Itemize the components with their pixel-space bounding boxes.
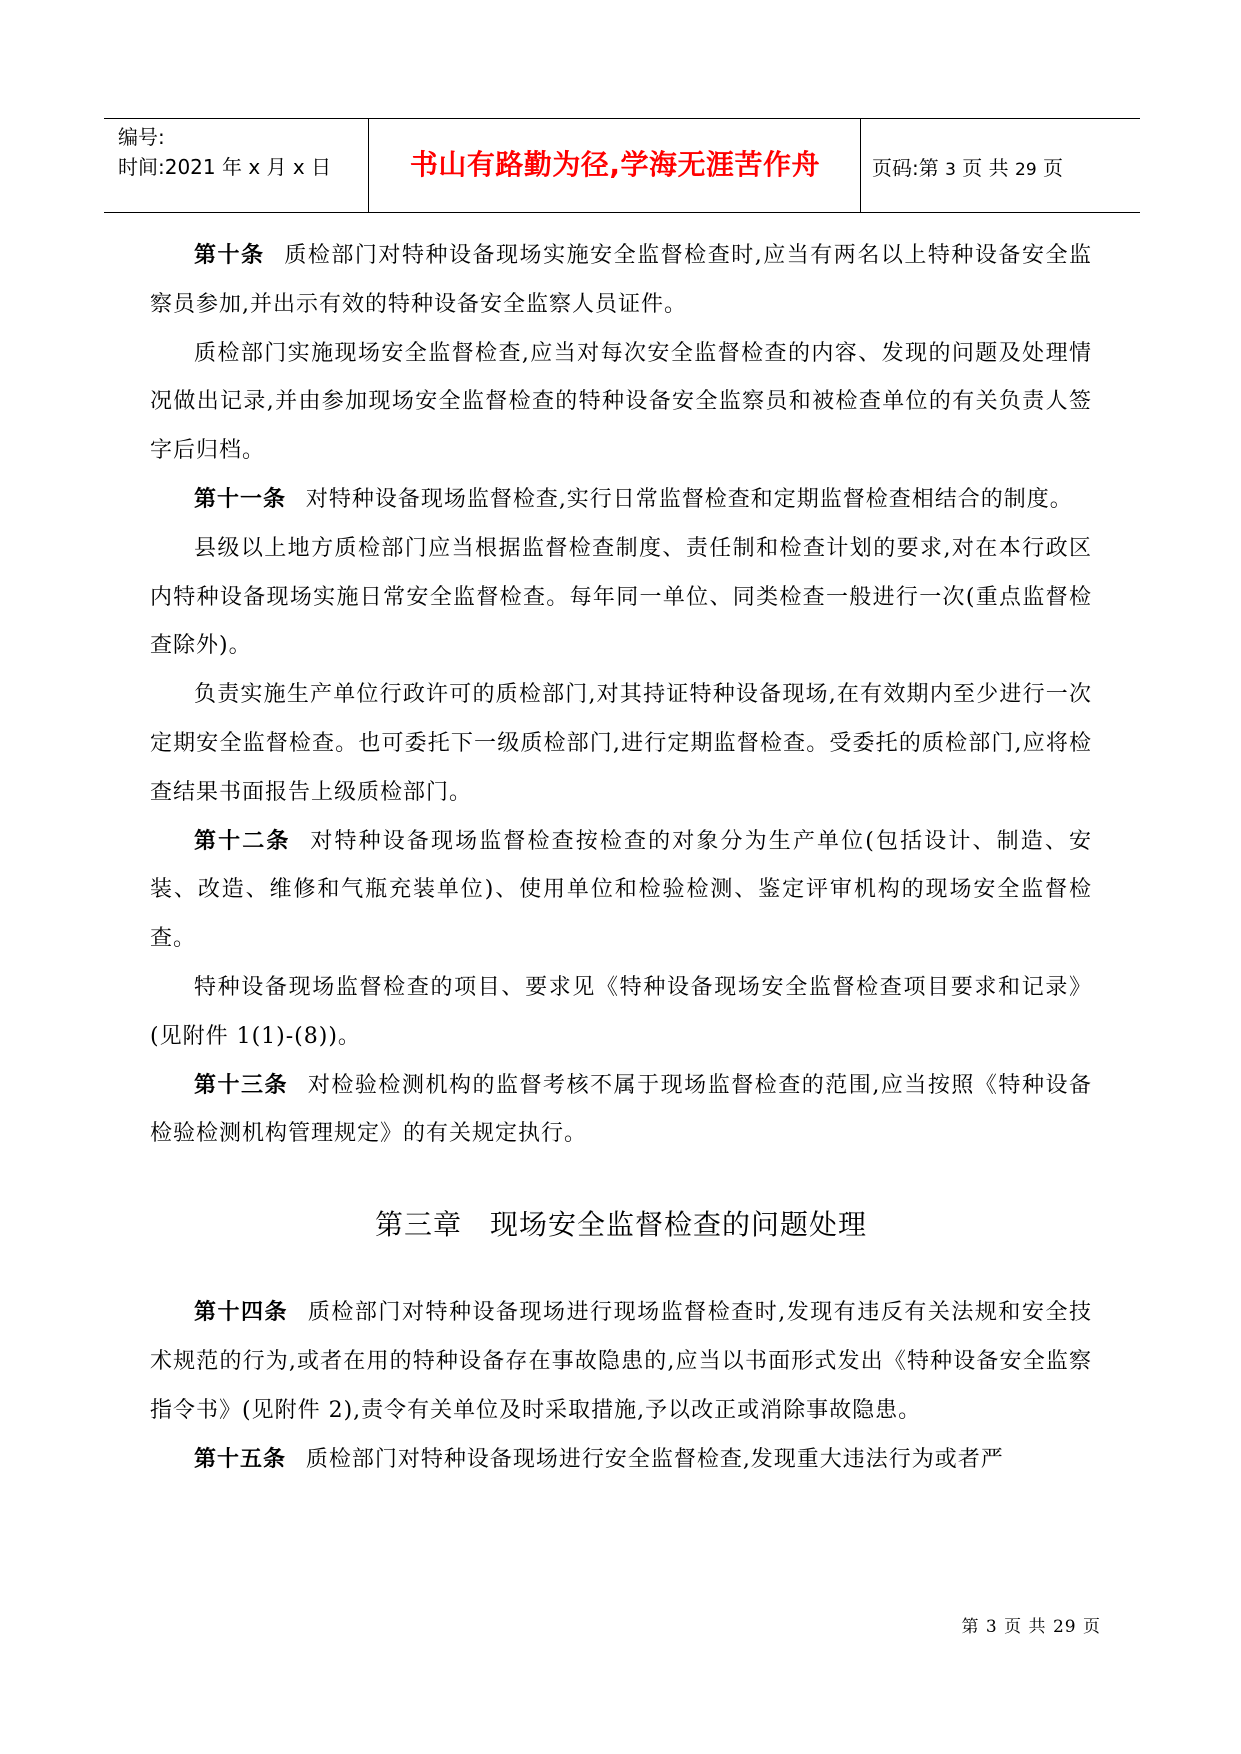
paragraph xyxy=(150,525,1092,671)
paragraph xyxy=(150,476,1092,525)
paragraph-text: 负责实施生产单位行政许可的质检部门,对其持证特种设备现场,在有效期内至少进行一次定期安全监督检查。也可委托下一级质检部门,进行定期监督检查。受委托的质检部门,应将检查结果书面报告上级质检部门。 xyxy=(150,682,1092,805)
chapter-title: 现场安全监督检查的问题处理 xyxy=(490,1208,868,1242)
paragraph xyxy=(150,1289,1092,1435)
header-meta xyxy=(118,122,331,182)
page-footer: 第 3 页 共 29 页 xyxy=(961,1617,1101,1637)
document-body xyxy=(150,232,1092,1484)
article-number: 第十二条 xyxy=(194,828,291,854)
document-time-label: 时间:2021 年 x 月 x 日 xyxy=(118,155,332,179)
paragraph-text: 特种设备现场监督检查的项目、要求见《特种设备现场安全监督检查项目要求和记录》(见附件 1(1)-(8))。 xyxy=(150,974,1092,1049)
header-page-middle: 页 共 xyxy=(962,156,1009,180)
header-motto: 书山有路勤为径,学海无涯苦作舟 xyxy=(409,148,821,181)
article-number: 第十一条 xyxy=(194,486,287,512)
paragraph xyxy=(150,964,1092,1062)
header-page-total: 29 xyxy=(1015,160,1037,180)
paragraph xyxy=(150,671,1092,817)
paragraph-text: 对特种设备现场监督检查,实行日常监督检查和定期监督检查相结合的制度。 xyxy=(305,486,1073,512)
page-header xyxy=(104,118,1140,213)
paragraph-text: 对检验检测机构的监督考核不属于现场监督检查的范围,应当按照《特种设备检验检测机构管理规定》的有关规定执行。 xyxy=(150,1072,1092,1147)
paragraph-text: 对特种设备现场监督检查按检查的对象分为生产单位(包括设计、制造、安装、改造、维修和气瓶充装单位)、使用单位和检验检测、鉴定评审机构的现场安全监督检查。 xyxy=(150,828,1092,952)
paragraph-text: 质检部门对特种设备现场进行安全监督检查,发现重大违法行为或者严 xyxy=(305,1446,1004,1472)
article-number: 第十四条 xyxy=(194,1300,289,1326)
paragraph xyxy=(150,330,1092,476)
paragraph xyxy=(150,232,1092,330)
paragraph-text: 质检部门对特种设备现场进行现场监督检查时,发现有违反有关法规和安全技术规范的行为,或者在用的特种设备存在事故隐患的,应当以书面形式发出《特种设备安全监察指令书》(见附件 2),责令有关单位及时采取措施,予以改正或消除事故隐患。 xyxy=(150,1300,1092,1423)
header-divider-right xyxy=(860,119,861,212)
paragraph-text: 质检部门对特种设备现场实施安全监督检查时,应当有两名以上特种设备安全监察员参加,并出示有效的特种设备安全监察人员证件。 xyxy=(150,243,1092,317)
article-number: 第十三条 xyxy=(194,1072,289,1098)
paragraph xyxy=(150,818,1092,964)
chapter-number: 第三章 xyxy=(374,1208,462,1242)
header-page-suffix: 页 xyxy=(1043,156,1064,180)
header-page-current: 3 xyxy=(945,160,956,180)
header-divider-left xyxy=(368,119,369,212)
document-number-label: 编号: xyxy=(118,125,165,149)
paragraph-text: 质检部门实施现场安全监督检查,应当对每次安全监督检查的内容、发现的问题及处理情况做出记录,并由参加现场安全监督检查的特种设备安全监察员和被检查单位的有关负责人签字后归档。 xyxy=(150,340,1092,464)
article-number: 第十五条 xyxy=(194,1446,287,1472)
paragraph xyxy=(150,1062,1092,1160)
paragraph-text: 县级以上地方质检部门应当根据监督检查制度、责任制和检查计划的要求,对在本行政区内特种设备现场实施日常安全监督检查。每年同一单位、同类检查一般进行一次(重点监督检查除外)。 xyxy=(150,535,1092,659)
header-page-info xyxy=(872,153,1063,185)
article-number: 第十条 xyxy=(194,243,265,268)
chapter-heading xyxy=(150,1205,1092,1245)
paragraph xyxy=(150,1436,1092,1485)
header-page-prefix: 页码:第 xyxy=(872,156,939,180)
